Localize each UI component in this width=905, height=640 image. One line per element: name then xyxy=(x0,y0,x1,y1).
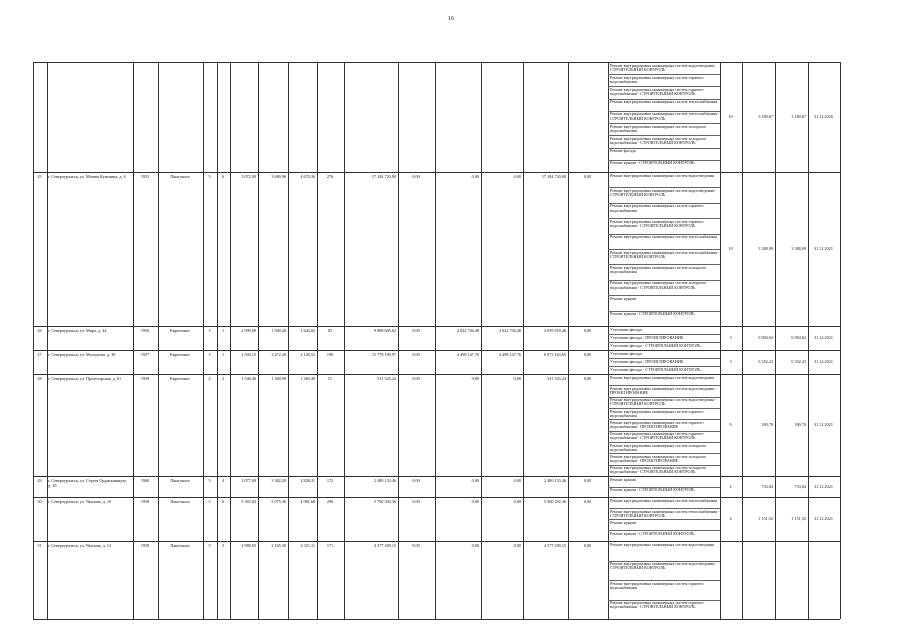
cell-address: г. Североуральск, ул. Пролетарская, д. 61 xyxy=(48,376,122,381)
work-item-divider xyxy=(608,442,720,443)
table-column-rule xyxy=(47,62,48,619)
cell-material: Кирпичное xyxy=(170,328,190,333)
cell-date: 31.12.2021 xyxy=(814,246,833,251)
work-item-divider xyxy=(608,334,720,335)
table-column-rule xyxy=(481,62,482,619)
cell-address: г. Североуральск, ул. Матвея Кузьмина, д. 6 xyxy=(48,174,126,179)
cell-area-other: 4 981,68 xyxy=(300,499,315,504)
cell-fund-b: 2 022 704,48 xyxy=(457,328,479,333)
work-item-divider xyxy=(608,123,720,124)
table-column-rule xyxy=(158,62,159,619)
cell-area-total: 2 980,93 xyxy=(241,543,256,548)
work-item-divider xyxy=(608,111,720,112)
work-item: Ремонт внутридомовых инженерных систем горячего водоснабжения - СТРОИТЕЛЬНЫЙ КОНТРОЛЬ xyxy=(610,86,704,97)
work-item: Ремонт внутридомовых инженерных систем теплоснабжения - СТРОИТЕЛЬНЫЙ КОНТРОЛЬ xyxy=(610,249,720,259)
cell-year: 1957 xyxy=(140,352,150,357)
table-column-rule xyxy=(344,62,345,619)
work-item-divider xyxy=(608,295,720,296)
cell-floors: 3 xyxy=(208,328,211,333)
cell-residents: 290 xyxy=(326,499,334,504)
cell-area-other: 2 321,11 xyxy=(300,543,315,548)
cell-date: 31.12.2021 xyxy=(814,483,833,489)
cell-cost1: 3 388,09 xyxy=(758,246,773,251)
cell-area-living: 2 165,30 xyxy=(271,543,286,548)
work-item: Ремонт внутридомовых инженерных систем теплоснабжения - СТРОИТЕЛЬНЫЙ КОНТРОЛЬ xyxy=(610,111,720,121)
work-item: Ремонт внутридомовых инженерных систем теплоснабжения xyxy=(610,234,718,240)
cell-cost-total: 2 480 133,46 xyxy=(374,478,396,483)
cell-cost2: 3 388,09 xyxy=(791,246,806,251)
cell-fund-d: 0,00 xyxy=(583,543,592,548)
cell-fund-d: 0,00 xyxy=(583,328,592,333)
cell-cost2: 390,70 xyxy=(794,422,806,427)
work-item-divider xyxy=(608,530,720,531)
cell-entrances: 1 xyxy=(221,328,225,333)
cell-residents: 172 xyxy=(326,478,334,483)
work-item: Ремонт внутридомовых инженерных систем водоотведения xyxy=(610,172,715,178)
work-item-divider xyxy=(608,249,720,250)
work-item-divider xyxy=(608,203,720,204)
work-item-divider xyxy=(608,342,720,343)
cell-entrances: 3 xyxy=(221,543,225,548)
cell-n: 9 xyxy=(729,422,732,427)
work-item: Утепление фасада xyxy=(610,326,642,332)
cell-fund-c: 0,00 xyxy=(513,499,521,504)
cell-fund-b: 0,00 xyxy=(471,543,479,548)
work-item: Ремонт внутридомовых инженерных систем холодного водоснабжения - ПРОЕКТИРОВАНИЕ xyxy=(610,453,707,464)
cell-fund-a: 0,00 xyxy=(412,499,420,504)
work-item: Ремонт крыши - СТРОИТЕЛЬНЫЙ КОНТРОЛЬ xyxy=(610,487,695,492)
cell-fund-b: 4 498 147,76 xyxy=(457,352,479,357)
cell-fund-d: 0,00 xyxy=(583,499,592,504)
cell-entrances: 1 xyxy=(221,352,225,357)
cell-year: 1958 xyxy=(140,499,150,504)
cell-material: Панельное xyxy=(170,174,190,179)
work-item-divider xyxy=(608,135,720,136)
cell-fund-owner: 4 659 918,46 xyxy=(544,328,566,333)
cell-area-other: 2 140,52 xyxy=(300,352,315,357)
work-item-divider xyxy=(608,160,720,161)
cell-n: 10 xyxy=(728,114,733,119)
page-number: 16 xyxy=(448,16,454,22)
cell-area-other: 4 670,36 xyxy=(300,174,315,179)
table-column-rule xyxy=(398,62,399,619)
table-column-rule xyxy=(317,62,318,619)
work-item: Утепление фасада - ПРОЕКТИРОВАНИЕ xyxy=(610,334,684,340)
cell-fund-c: 0,00 xyxy=(513,174,521,179)
cell-fund-d: 0,00 xyxy=(583,478,592,483)
work-item: Ремонт внутридомовых инженерных систем водоотведения - СТРОИТЕЛЬНЫЙ КОНТРОЛЬ xyxy=(610,397,717,407)
cell-num: 29 xyxy=(37,478,42,483)
cell-cost1: 733,04 xyxy=(761,483,773,489)
cell-fund-b: 0,00 xyxy=(471,478,479,483)
cell-address: г. Североуральск, ул. Молодежи, д. 30 xyxy=(48,352,116,357)
cell-residents: 276 xyxy=(326,174,334,179)
cell-cost-total: 9 888 605,62 xyxy=(374,328,396,333)
cell-fund-b: 0,00 xyxy=(471,174,479,179)
cell-year: 1959 xyxy=(140,376,150,381)
cell-year: 1956 xyxy=(140,328,150,333)
table-column-rule xyxy=(435,62,436,619)
work-item: Ремонт внутридомовых инженерных систем горячего водоснабжения - СТРОИТЕЛЬНЫЙ КОНТРОЛЬ xyxy=(610,600,704,610)
cell-n: 4 xyxy=(729,516,732,521)
cell-fund-d: 0,00 xyxy=(583,352,592,357)
work-item: Ремонт внутридомовых инженерных систем теплоснабжения - СТРОИТЕЛЬНЫЙ КОНТРОЛЬ xyxy=(610,508,720,518)
cell-fund-c: 0,00 xyxy=(513,543,521,548)
cell-cost2: 1 151,52 xyxy=(791,516,806,521)
cell-cost2: 733,04 xyxy=(794,483,806,489)
cell-area-total: 1 540,40 xyxy=(241,376,256,381)
cell-floors: 3 xyxy=(208,352,211,357)
cell-fund-owner: 2 480 133,46 xyxy=(544,478,566,483)
cell-area-total: 3 077,00 xyxy=(241,478,256,483)
cell-cost1: 390,70 xyxy=(761,422,773,427)
cell-floors: 5 xyxy=(208,478,211,483)
cell-fund-d: 0,00 xyxy=(583,174,592,179)
work-item-divider xyxy=(608,234,720,235)
cell-cost-total: 15 778 190,97 xyxy=(371,352,396,357)
work-item-divider xyxy=(608,74,720,75)
cell-num: 30 xyxy=(37,499,42,504)
cell-cost-total: 531 543,24 xyxy=(377,376,396,381)
work-item: Ремонт внутридомовых инженерных систем горячего водоснабжения xyxy=(610,74,704,85)
cell-area-living: 3 680,96 xyxy=(271,174,286,179)
cell-area-other: 1 644,82 xyxy=(300,328,315,333)
cell-fund-owner: 17 184 720,00 xyxy=(541,174,566,179)
table-column-rule xyxy=(258,62,259,619)
work-item: Утепление фасада - ПРОЕКТИРОВАНИЕ xyxy=(610,358,684,364)
work-item-divider xyxy=(608,385,720,386)
work-item: Ремонт внутридомовых инженерных систем водоотведения xyxy=(610,541,715,547)
table-column-rule xyxy=(608,62,609,619)
work-item-divider xyxy=(608,99,720,100)
cell-entrances: 6 xyxy=(221,499,225,504)
work-item: Ремонт внутридомовых инженерных систем водоотведения - СТРОИТЕЛЬНЫЙ КОНТРОЛЬ xyxy=(610,62,717,72)
work-item: Ремонт внутридомовых инженерных систем холодного водоснабжения - СТРОИТЕЛЬНЫЙ КОНТРОЛЬ xyxy=(610,465,707,475)
cell-fund-c: 2 022 704,48 xyxy=(499,328,521,333)
work-item: Ремонт внутридомовых инженерных систем горячего водоснабжения xyxy=(610,580,704,590)
work-item-divider xyxy=(608,487,720,488)
work-item-divider xyxy=(608,397,720,398)
cell-cost2: 6 352,23 xyxy=(791,359,806,364)
work-item: Ремонт крыши xyxy=(610,476,636,482)
cell-address: г. Североуральск, ул. Сергея Орджоникидзе, д. 29 xyxy=(48,478,127,488)
cell-address: г. Североуральск, ул. Чкалова, д. 10 xyxy=(48,499,112,504)
cell-fund-c: 4 498 147,76 xyxy=(499,352,521,357)
work-item: Ремонт внутридомовых инженерных систем горячего водоснабжения xyxy=(610,408,704,418)
work-item: Ремонт внутридомовых инженерных систем холодного водоснабжения xyxy=(610,123,707,133)
work-item-divider xyxy=(608,264,720,265)
work-item-divider xyxy=(608,465,720,466)
cell-material: Панельное xyxy=(170,478,190,483)
work-item: Ремонт внутридомовых инженерных систем горячего водоснабжения - СТРОИТЕЛЬНЫЙ КОНТРОЛЬ xyxy=(610,218,704,228)
cell-num: 28 xyxy=(37,376,42,381)
cell-cost-total: 4 377 290,15 xyxy=(374,543,396,548)
cell-residents: 51 xyxy=(327,376,333,381)
work-item: Ремонт крыши - СТРОИТЕЛЬНЫЙ КОНТРОЛЬ xyxy=(610,160,695,166)
cell-fund-a: 0,00 xyxy=(412,478,420,483)
work-item-divider xyxy=(608,366,720,367)
work-item-divider xyxy=(608,408,720,409)
cell-fund-b: 0,00 xyxy=(471,499,479,504)
work-item-divider xyxy=(608,218,720,219)
table-column-rule xyxy=(203,62,204,619)
cell-area-living: 5 075,30 xyxy=(271,499,286,504)
work-item: Ремонт внутридомовых инженерных систем горячего водоснабжения - СТРОИТЕЛЬНЫЙ КОНТРОЛЬ xyxy=(610,431,704,441)
cell-date: 31.12.2021 xyxy=(814,516,833,521)
cell-num: 26 xyxy=(37,328,42,333)
work-item-divider xyxy=(608,358,720,359)
cell-num: 25 xyxy=(37,174,42,179)
table-column-rule xyxy=(33,62,34,619)
cell-fund-a: 0,00 xyxy=(412,543,420,548)
cell-cost1: 1 151,52 xyxy=(758,516,773,521)
cell-date: 31.12.2021 xyxy=(814,422,833,427)
cell-n: 3 xyxy=(729,359,732,364)
work-item: Утепление фасада - СТРОИТЕЛЬНЫЙ КОНТРОЛЬ xyxy=(610,366,701,372)
work-item: Ремонт внутридомовых инженерных систем водоотведения - СТРОИТЕЛЬНЫЙ КОНТРОЛЬ xyxy=(610,187,717,198)
work-item: Ремонт внутридомовых инженерных систем холодного водоснабжения xyxy=(610,442,707,452)
work-item-divider xyxy=(608,519,720,520)
cell-year: 1955 xyxy=(140,174,150,179)
work-item: Ремонт фасада xyxy=(610,148,636,154)
cell-fund-c: 0,00 xyxy=(513,376,521,381)
cell-fund-owner: 5 560 292,36 xyxy=(544,499,566,504)
cell-floors: 5 xyxy=(208,499,211,504)
work-item: Утепление фасада - СТРОИТЕЛЬНЫЙ КОНТРОЛЬ xyxy=(610,342,701,348)
cell-entrances: 2 xyxy=(221,376,225,381)
work-item-divider xyxy=(608,148,720,149)
cell-area-other: 2 828,31 xyxy=(300,478,315,483)
table-column-rule xyxy=(523,62,524,619)
cell-fund-a: 0,00 xyxy=(412,328,420,333)
work-item-divider xyxy=(608,187,720,188)
table-column-rule xyxy=(230,62,231,619)
cell-entrances: 6 xyxy=(221,174,225,179)
cell-material: Панельное xyxy=(170,499,190,504)
cell-cost-total: 5 790 303,36 xyxy=(374,499,396,504)
cell-fund-a: 0,00 xyxy=(412,174,420,179)
work-item-divider xyxy=(608,453,720,454)
work-item-divider xyxy=(608,86,720,87)
work-item: Ремонт внутридомовых инженерных систем холодного водоснабжения xyxy=(610,264,707,275)
cell-cost2: 6 904,62 xyxy=(791,335,806,340)
cell-fund-owner: 6 873 163,65 xyxy=(544,352,566,357)
cell-cost2: 3 180,67 xyxy=(791,114,806,119)
cell-entrances: 4 xyxy=(221,478,225,483)
work-item-divider xyxy=(608,600,720,601)
cell-n: 3 xyxy=(729,335,732,340)
cell-year: 1960 xyxy=(140,478,150,483)
cell-year: 1958 xyxy=(140,543,150,548)
work-item: Ремонт крыши - СТРОИТЕЛЬНЫЙ КОНТРОЛЬ xyxy=(610,311,695,317)
cell-fund-a: 0,00 xyxy=(412,352,420,357)
work-item-divider xyxy=(608,431,720,432)
cell-cost1: 6 352,23 xyxy=(758,359,773,364)
cell-floors: 2 xyxy=(208,376,211,381)
cell-address: г. Североуральск, ул. Чкалова, д. 12 xyxy=(48,543,112,548)
cell-num: 27 xyxy=(37,352,42,357)
work-item: Ремонт внутридомовых инженерных систем водоотведения - ПРОЕКТИРОВАНИЕ xyxy=(610,385,717,396)
cell-material: Кирпичное xyxy=(170,376,190,381)
work-item-divider xyxy=(608,419,720,420)
cell-area-total: 5 365,03 xyxy=(241,499,256,504)
cell-fund-owner: 531 543,24 xyxy=(547,376,566,381)
cell-floors: 5 xyxy=(208,543,211,548)
cell-residents: 190 xyxy=(326,352,334,357)
work-item: Ремонт внутридомовых инженерных систем горячего водоснабжения xyxy=(610,203,704,213)
cell-date: 31.12.2026 xyxy=(814,114,833,119)
table-column-rule xyxy=(568,62,569,619)
cell-cost1: 6 904,62 xyxy=(758,335,773,340)
cell-n: 10 xyxy=(728,246,733,251)
work-item-divider xyxy=(608,580,720,581)
cell-cost-total: 17 184 720,00 xyxy=(371,174,396,179)
work-item: Ремонт внутридомовых инженерных систем теплоснабжения xyxy=(610,99,718,105)
cell-date: 31.12.2021 xyxy=(814,335,833,340)
cell-area-living: 2 472,20 xyxy=(271,352,286,357)
work-item: Ремонт внутридомовых инженерных систем водоотведения xyxy=(610,374,715,380)
work-item-divider xyxy=(608,508,720,509)
cell-area-total: 5 072,00 xyxy=(241,174,256,179)
cell-address: г. Североуральск, ул. Мира, д. 44 xyxy=(48,328,107,333)
table-column-rule xyxy=(840,62,841,619)
work-item: Ремонт внутридомовых инженерных систем холодного водоснабжения - СТРОИТЕЛЬНЫЙ КОНТРОЛЬ xyxy=(610,135,707,146)
work-item: Ремонт внутридомовых инженерных систем холодного водоснабжения - СТРОИТЕЛЬНЫЙ КОНТРОЛЬ xyxy=(610,280,707,290)
cell-cost1: 3 180,67 xyxy=(758,114,773,119)
work-item: Ремонт внутридомовых инженерных систем водоотведения - СТРОИТЕЛЬНЫЙ КОНТРОЛЬ xyxy=(610,561,717,571)
table-column-rule xyxy=(217,62,218,619)
cell-fund-d: 0,00 xyxy=(583,376,592,381)
cell-fund-b: 0,00 xyxy=(471,376,479,381)
cell-area-total: 2 504,15 xyxy=(241,352,256,357)
cell-area-other: 1 360,49 xyxy=(300,376,315,381)
cell-n: 2 xyxy=(729,483,732,489)
work-item: Ремонт внутридомовых инженерных систем горячего водоснабжения - ПРОЕКТИРОВАНИЕ xyxy=(610,419,704,430)
work-item-divider xyxy=(608,280,720,281)
work-item: Ремонт крыши - СТРОИТЕЛЬНЫЙ КОНТРОЛЬ xyxy=(610,530,695,536)
cell-fund-a: 0,00 xyxy=(412,376,420,381)
work-item-divider xyxy=(608,311,720,312)
cell-material: Панельное xyxy=(170,543,190,548)
cell-residents: 171 xyxy=(326,543,334,548)
table-column-rule xyxy=(288,62,289,619)
work-item: Ремонт крыши xyxy=(610,295,636,301)
table-row-rule xyxy=(33,619,840,620)
cell-floors: 5 xyxy=(208,174,211,179)
cell-date: 31.12.2021 xyxy=(814,359,833,364)
cell-area-total: 2 099,00 xyxy=(241,328,256,333)
work-item: Ремонт крыши xyxy=(610,519,636,525)
cell-fund-owner: 4 377 290,15 xyxy=(544,543,566,548)
cell-area-living: 3 382,20 xyxy=(271,478,286,483)
cell-area-living: 1 360,90 xyxy=(271,376,286,381)
cell-area-living: 1 940,20 xyxy=(271,328,286,333)
work-item-divider xyxy=(608,561,720,562)
table-column-rule xyxy=(133,62,134,619)
cell-fund-c: 0,00 xyxy=(513,478,521,483)
cell-residents: 82 xyxy=(327,328,333,333)
work-item: Ремонт внутридомовых инженерных систем теплоснабжения xyxy=(610,497,718,503)
cell-material: Кирпичное xyxy=(170,352,190,357)
cell-num: 31 xyxy=(37,543,42,548)
work-item: Утепление фасада xyxy=(610,350,642,356)
